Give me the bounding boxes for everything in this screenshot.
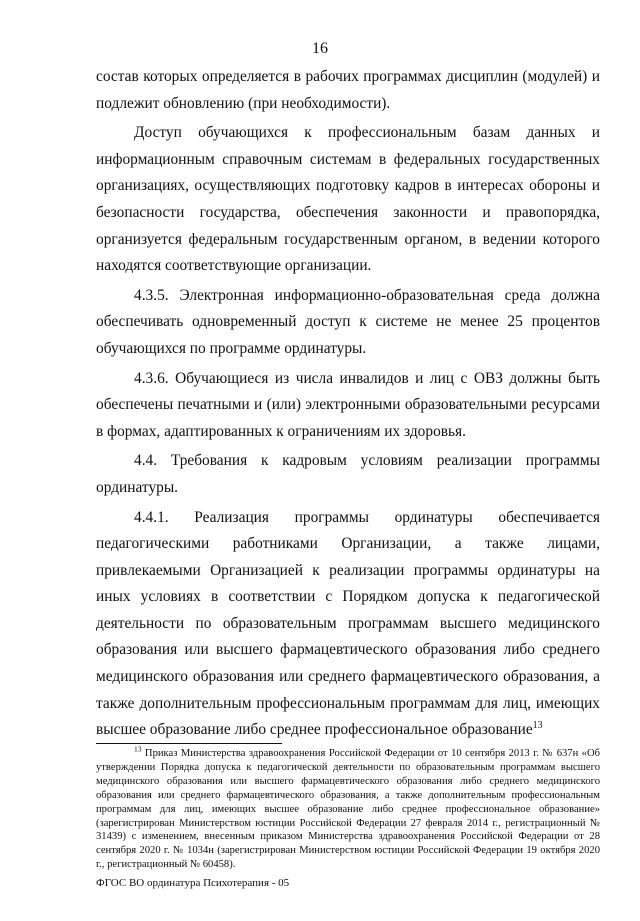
paragraph-text: состав которых определяется в рабочих программах дисциплин (модулей) и подлежит обновлению (при необходимости). <box>96 68 600 112</box>
footnote-reference[interactable]: 13 <box>532 720 543 732</box>
paragraph-text: 4.4. Требования к кадровым условиям реализации программы ординатуры. <box>96 452 600 496</box>
footnote-marker: 13 <box>134 744 142 754</box>
paragraph-text: Доступ обучающихся к профессиональным базам данных и информационным справочным системам в федеральных государственных организациях, осуществляющих подготовку кадров в интересах обороны и безопасности государства, обеспечения законности и правопорядка, организуется федеральным государственным органом, в ведении которого находятся соответствующие организации. <box>96 124 600 275</box>
page-footer: ФГОС ВО ординатура Психотерапия - 05 <box>96 877 290 889</box>
paragraph-text: 4.4.1. Реализация программы ординатуры обеспечивается педагогическими работниками Организации, а также лицами, привлекаемыми Организацией к реализации программы ординатуры на иных условиях в соответствии с Порядком допуска к педагогической деятельности по образовательным программам высшего медицинского образования или высшего фармацевтического образования либо среднего медицинского образования или среднего фармацевтического образования, а также дополнительным профессиональным программам для лиц, имеющих высшее образование либо среднее профессиональное образование <box>96 508 600 739</box>
paragraph-4-4-1 <box>96 505 600 744</box>
page-number: 16 <box>312 40 328 57</box>
document-body <box>96 64 600 747</box>
paragraph-text: 4.3.5. Электронная информационно-образовательная среда должна обеспечивать одновременный доступ к системе не менее 25 процентов обучающихся по программе ординатуры. <box>96 286 600 357</box>
footnote <box>96 744 600 872</box>
paragraph-text: 4.3.6. Обучающиеся из числа инвалидов и лиц с ОВЗ должны быть обеспечены печатными и (или) электронными образовательными ресурсами в формах, адаптированных к ограничениям их здоровья. <box>96 369 600 440</box>
paragraph-access <box>96 120 600 280</box>
paragraph-4-4 <box>96 448 600 501</box>
footnote-text: Приказ Министерства здравоохранения Российской Федерации от 10 сентября 2013 г. № 637н «Об утверждении Порядка допуска к педагогической деятельности по образовательным программам высшего медицинского образования или высшего фармацевтического образования либо среднего медицинского образования или среднего фармацевтического образования, а также дополнительным профессиональным программам для лиц, имеющих высшее образование либо среднее профессиональное образование» (зарегистрирован Министерством юстиции Российской Федерации 27 февраля 2014 г., регистрационный № 31439) с изменением, внесенным приказом Министерства здравоохранения Российской Федерации от 28 сентября 2020 г. № 1034н (зарегистрирован Министерством юстиции Российской Федерации 19 октября 2020 г., регистрационный № 60458). <box>96 748 600 871</box>
paragraph-4-3-5 <box>96 283 600 363</box>
paragraph-4-3-6 <box>96 366 600 446</box>
paragraph-continuation <box>96 64 600 117</box>
footnote-divider <box>96 743 282 744</box>
